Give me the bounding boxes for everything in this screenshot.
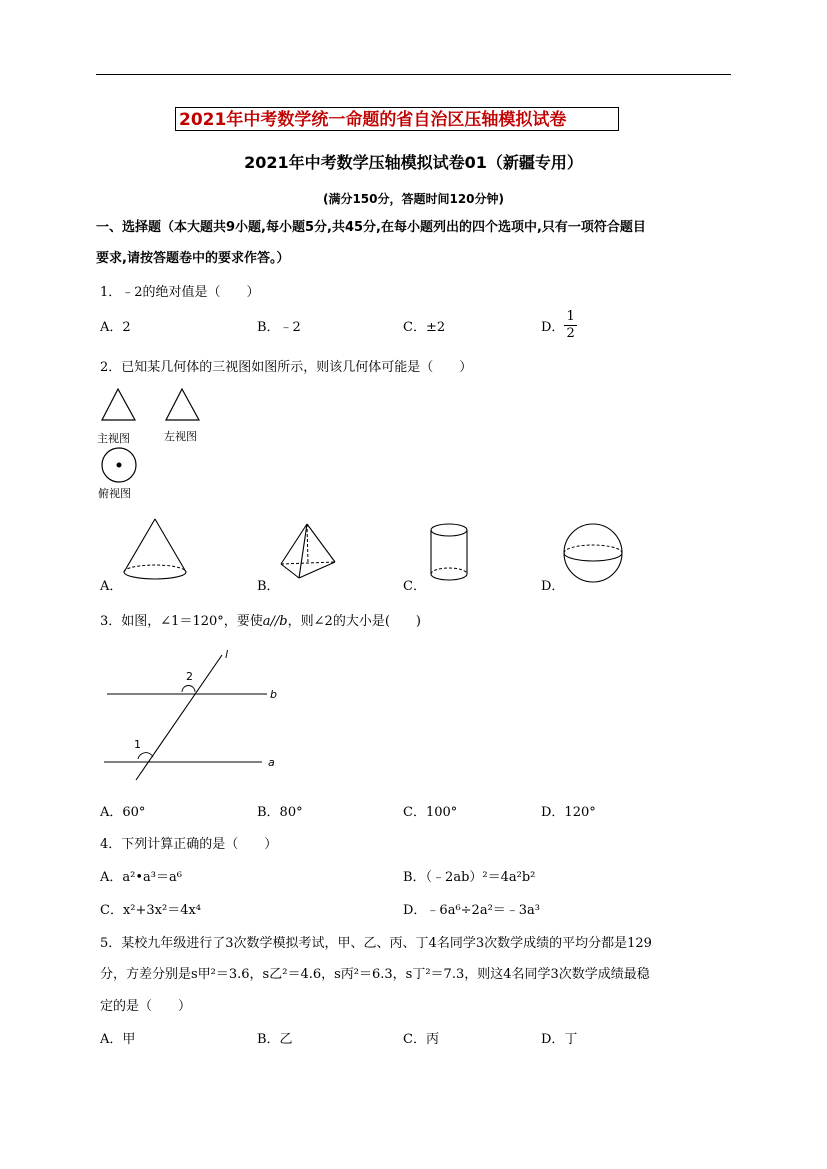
q2-stem: 2．已知某几何体的三视图如图所示，则该几何体可能是（ ） [100, 360, 473, 375]
fraction-numerator: 1 [566, 309, 575, 324]
q5-option-d: D．丁 [541, 1032, 578, 1047]
q3-stem-mid2: ，则 [287, 614, 314, 629]
section-heading-line2: 要求,请按答题卷中的要求作答。） [96, 251, 290, 266]
left-view-label: 左视图 [164, 430, 197, 443]
q5-line1: 5．某校九年级进行了3次数学模拟考试，甲、乙、丙、丁4名同学3次数学成绩的平均分都是129 [100, 936, 652, 951]
q5-line3: 定的是（ ） [100, 999, 192, 1014]
pyramid-icon [277, 520, 339, 582]
parallel-lines-figure [100, 645, 290, 785]
banner-title: 2021年中考数学统一命题的省自治区压轴模拟试卷 [175, 107, 619, 131]
q3-stem [100, 610, 421, 629]
header-rule [96, 74, 731, 75]
sphere-icon [562, 522, 628, 588]
q2-option-a: A． [100, 579, 123, 594]
q1-option-d [541, 309, 577, 342]
q1-option-d-prefix: D． [541, 320, 565, 335]
q5-option-a: A．甲 [100, 1032, 136, 1047]
q3-parallel: a//b [262, 614, 288, 629]
q4-option-d: D．﹣6a⁶÷2a²＝﹣3a³ [403, 903, 541, 918]
q3-stem-post: 的大小是( ) [332, 614, 421, 629]
top-view-circle-icon [100, 446, 140, 486]
cylinder-icon [428, 522, 472, 584]
q4-option-a: A．a²•a³＝a⁶ [100, 870, 182, 885]
fraction-denominator: 2 [566, 326, 575, 341]
q3-angle1: ∠1＝120° [160, 614, 224, 629]
q2-option-b: B． [257, 579, 280, 594]
left-view-triangle-icon [164, 386, 204, 426]
transversal-l [136, 655, 222, 780]
q2-option-c: C． [403, 579, 426, 594]
label-b: b [270, 688, 277, 701]
q4-stem: 4．下列计算正确的是（ ） [100, 837, 278, 852]
label-angle-1: 1 [134, 738, 141, 751]
q3-stem-pre: 3．如图， [100, 614, 161, 629]
fraction [564, 309, 576, 342]
section-heading-line1: 一、选择题（本大题共9小题,每小题5分,共45分,在每小题列出的四个选项中,只有一项符合题目 [96, 220, 646, 235]
q5-option-c: C．丙 [403, 1032, 439, 1047]
q3-stem-mid: ，要使 [223, 614, 263, 629]
q4-option-b: B．（﹣2ab）²＝4a²b² [403, 870, 536, 885]
label-a: a [268, 756, 275, 769]
q5-line2: 分，方差分别是s甲²＝3.6，s乙²＝4.6，s丙²＝6.3，s丁²＝7.3，则这4名同学3次数学成绩最稳 [100, 967, 650, 982]
top-view-label: 俯视图 [98, 487, 131, 500]
angle-2-arc [182, 686, 195, 693]
q3-angle2: ∠2 [313, 614, 333, 629]
q4-option-c: C．x²+3x²＝4x⁴ [100, 903, 202, 918]
q5-option-b: B．乙 [257, 1032, 293, 1047]
q3-option-d: D．120° [541, 805, 596, 820]
label-angle-2: 2 [186, 670, 193, 683]
q1-stem: 1．﹣2的绝对值是（ ） [100, 285, 260, 300]
q1-option-b: B．﹣2 [257, 320, 301, 335]
front-view-triangle-icon [100, 386, 140, 426]
q1-option-a: A．2 [100, 320, 131, 335]
front-view-label: 主视图 [97, 432, 130, 445]
q3-option-a: A．60° [100, 805, 146, 820]
q1-option-c: C．±2 [403, 320, 446, 335]
q3-option-c: C．100° [403, 805, 458, 820]
cone-icon [120, 516, 190, 582]
label-l: l [225, 648, 229, 661]
page-title: 2021年中考数学压轴模拟试卷01（新疆专用） [244, 153, 583, 172]
q2-option-d: D． [541, 579, 565, 594]
q3-option-b: B．80° [257, 805, 303, 820]
page-subtitle: (满分150分，答题时间120分钟) [322, 192, 505, 206]
